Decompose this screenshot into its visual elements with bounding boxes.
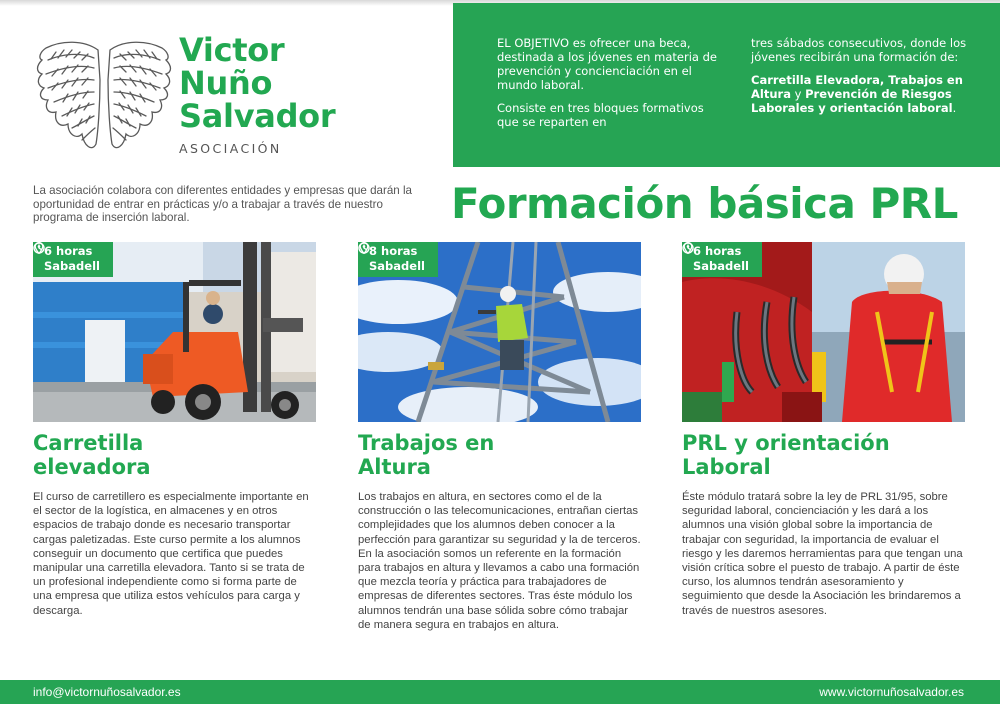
course-card-forklift xyxy=(33,242,317,618)
objective-connector: y xyxy=(790,87,806,101)
footer xyxy=(0,680,1000,704)
objective-paragraph-2: Consiste en tres bloques formativos que se reparten en xyxy=(497,101,704,129)
main-title: Formación básica PRL xyxy=(451,179,958,228)
duration-row xyxy=(693,244,762,259)
organization-name-line-3: Salvador xyxy=(179,97,336,135)
objective-panel xyxy=(453,3,1000,167)
course-title-line-1: Carretilla xyxy=(33,431,144,455)
objective-highlight-2: Prevención de Riesgos Laborales y orientación laboral xyxy=(751,87,953,115)
objective-highlight-1: Carretilla Elevadora, Trabajos en Altura xyxy=(751,73,963,101)
course-title-heights xyxy=(358,431,642,479)
course-duration: 8 horas xyxy=(369,244,418,258)
intro-text: La asociación colabora con diferentes entidades y empresas que darán la oportunidad de entrar en prácticas y/o a trabajar a través de nuestro programa de inserción laboral. xyxy=(33,184,412,224)
course-title-line-2: elevadora xyxy=(33,455,151,479)
location-pin-icon xyxy=(33,242,45,254)
course-photo-forklift xyxy=(33,242,316,422)
organization-name-line-2: Nuño xyxy=(179,64,273,102)
organization-name-line-1: Victor xyxy=(179,31,285,69)
course-card-prl xyxy=(682,242,966,618)
course-duration: 6 horas xyxy=(44,244,93,258)
course-photo-prl xyxy=(682,242,965,422)
organization-subtitle: ASOCIACIÓN xyxy=(179,141,282,156)
course-title-line-2: Altura xyxy=(358,455,431,479)
location-row xyxy=(693,259,762,274)
organization-logo xyxy=(30,30,360,170)
location-row xyxy=(369,259,438,274)
course-description-forklift: El curso de carretillero es especialmente importante en el sector de la logística, en almacenes y en otros espacios de trabajo donde es necesario transportar cargas paletizadas. Este curso permite a los alumnos conseguir un documento que certifica que puedes manipular una carretilla elevadora. Tanto si se trata de un profesional independiente como si forma parte de una empresa que utiliza estos vehículos para carga y descarga. xyxy=(33,491,309,617)
course-photo-heights xyxy=(358,242,641,422)
location-pin-icon xyxy=(682,242,694,254)
location-pin-icon xyxy=(358,242,370,254)
course-description-heights: Los trabajos en altura, en sectores como el de la construcción o las telecomunicaciones, entrañan ciertas complejidades que los alumnos deben conocer a la perfección para garantizar su seguridad y la de terceros. En la asociación somos un referente en la formación para trabajos en altura y llevamos a cabo una formación que mezcla teoría y práctica para trabajadores de empresas de diferentes sectores. Tras éste módulo los alumnos tendrán una base sólida sobre cómo trabajar de manera segura en trabajos en altura. xyxy=(358,491,641,631)
objective-end: . xyxy=(952,101,957,115)
footer-website-link[interactable]: www.victornuñosalvador.es xyxy=(819,685,964,699)
objective-highlight-paragraph xyxy=(751,73,981,115)
course-badge-prl xyxy=(682,242,762,277)
course-location: Sabadell xyxy=(369,259,425,273)
course-title-line-1: Trabajos en xyxy=(358,431,495,455)
course-location: Sabadell xyxy=(44,259,100,273)
course-location: Sabadell xyxy=(693,259,749,273)
objective-column-2 xyxy=(751,36,981,124)
course-title-line-2: Laboral xyxy=(682,455,771,479)
course-duration: 6 horas xyxy=(693,244,742,258)
location-row xyxy=(44,259,113,274)
course-badge-forklift xyxy=(33,242,113,277)
course-title-line-1: PRL y orientación xyxy=(682,431,890,455)
duration-row xyxy=(369,244,438,259)
course-title-forklift xyxy=(33,431,317,479)
course-card-heights xyxy=(358,242,642,632)
objective-column-1 xyxy=(497,36,723,138)
duration-row xyxy=(44,244,113,259)
objective-paragraph-3: tres sábados consecutivos, donde los jóvenes recibirán una formación de: xyxy=(751,36,967,64)
footer-email-link[interactable]: info@victornuñosalvador.es xyxy=(33,685,181,699)
course-badge-heights xyxy=(358,242,438,277)
wings-logo-icon xyxy=(34,36,174,164)
course-title-prl xyxy=(682,431,966,479)
organization-name xyxy=(179,31,369,135)
course-description-prl: Éste módulo tratará sobre la ley de PRL 31/95, sobre seguridad laboral, concienciación y les dará a los alumnos una visión global sobre la importancia de trabajar con seguridad, la importancia de evaluar el riesgo y les daremos herramientas para que tengan una visión crítica sobre el puesto de trabajo. A partir de éste curso, los alumnos tendrán asesoramiento y seguimiento que desde la Asociación les brindaremos a través de nuestros asesores. xyxy=(682,491,963,617)
objective-paragraph-1: EL OBJETIVO es ofrecer una beca, destinada a los jóvenes en materia de prevención y concienciación en el mundo laboral. xyxy=(497,36,717,92)
